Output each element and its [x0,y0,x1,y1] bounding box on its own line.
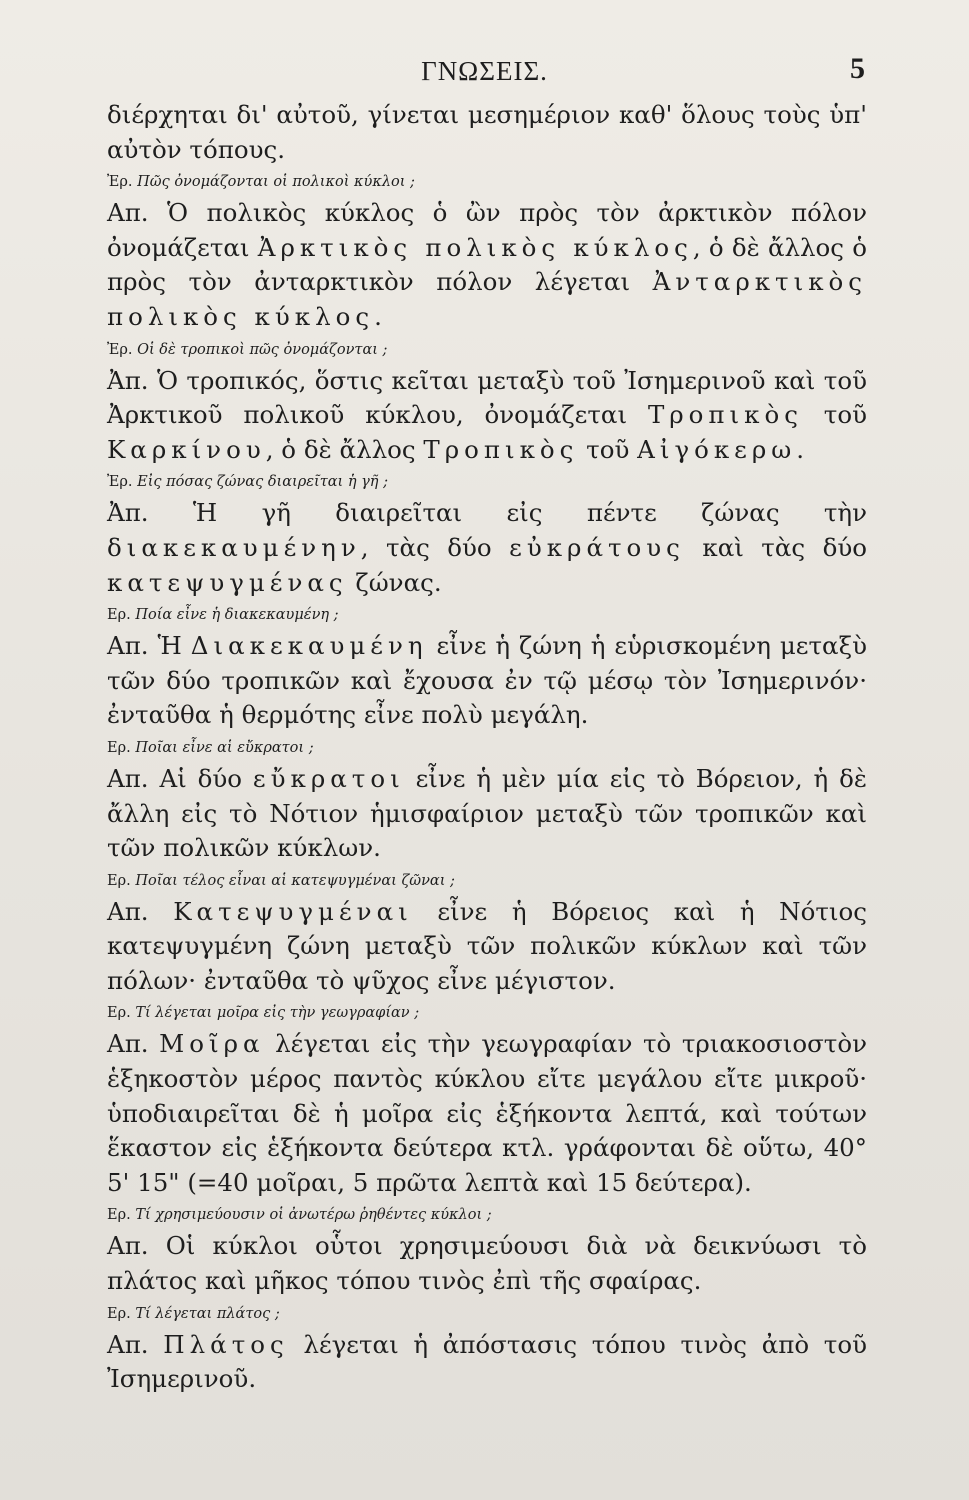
question-text: Ποῖαι εἶνε αἱ εὔκρατοι ; [135,739,314,756]
answer-paragraph [107,629,867,733]
text-run: Απ. Ὁ πολικὸς κύκλος ὁ ὢν πρὸς τὸν ἀρκτικὸν πόλον ὀνομάζεται [107,198,867,262]
spaced-term: Τροπικὸς [423,434,579,464]
text-run: , τὰς δύο [360,532,510,562]
answer-paragraph [107,1328,867,1397]
text-run: εἶνε ἡ ζώνη ἡ εὑρισκομένη μεταξὺ τῶν δύο τροπικῶν καὶ ἔχουσα ἐν τῷ μέσῳ τὸν Ἰσημερινόν· ἐνταῦθα ἡ θερμότης εἶνε πολὺ μεγάλη. [107,631,867,730]
text-run: διέρχηται δι' αὐτοῦ, γίνεται μεσημέριον καθ' ὅλους τοὺς ὑπ' αὐτὸν τόπους. [107,100,867,164]
text-run: εἶνε ἡ Βόρειος καὶ ἡ Νότιος κατεψυγμένη ζώνη μεταξὺ τῶν πολικῶν κύκλων καὶ τῶν πόλων· ἐνταῦθα τὸ ψῦχος εἶνε μέγιστον. [107,896,867,995]
question-marker: Ἐρ. [107,341,133,358]
question-line [107,1302,867,1326]
text-run: Απ. Αἱ δύο [107,763,253,793]
text-run: καὶ τὰς δύο [684,532,867,562]
question-text: Πῶς ὀνομάζονται οἱ πολικοὶ κύκλοι ; [137,174,415,191]
question-marker: Ἐρ. [107,474,133,491]
question-text: Ποῖαι τέλος εἶναι αἱ κατεψυγμέναι ζῶναι ; [135,872,455,889]
spaced-term: Πλάτος [163,1329,289,1359]
question-marker: Ερ. [107,1005,131,1022]
spaced-term: εὐκράτους [509,532,685,562]
text-run: Ἀπ. Ὁ τροπικός, ὅστις κεῖται μεταξὺ τοῦ Ἰσημερινοῦ καὶ τοῦ Ἀρκτικοῦ πολικοῦ κύκλου, ὀνομάζεται [107,365,867,430]
answer-paragraph [107,895,867,999]
spaced-term: Ἀνταρκτικὸς πολικὸς κύκλος [107,267,867,331]
spaced-term: εὔκρατοι [252,763,405,793]
question-text: Οἱ δὲ τροπικοὶ πῶς ὀνομάζονται ; [137,341,388,358]
text-run: Ἀπ. Ἡ γῆ διαιρεῖται εἰς πέντε ζώνας τὴν [107,498,867,528]
question-text: Τί χρησιμεύουσιν οἱ ἀνωτέρω ῥηθέντες κύκλοι ; [135,1207,492,1224]
spaced-term: Τροπικὸς [647,400,803,430]
spaced-term: Ἀρκτικὸς πολικὸς κύκλος [257,232,693,262]
text-run: , ὁ δὲ ἄλλος [265,434,424,464]
spaced-term: Μοῖρα [159,1029,265,1059]
question-line [107,338,867,362]
question-text: Ποία εἶνε ἡ διακεκαυμένη ; [135,607,339,624]
text-run: τοῦ [578,434,638,464]
text-run: Απ. [107,1329,164,1359]
text-run: ζώνας. [347,567,442,597]
question-marker: Ερ. [107,1207,131,1224]
spaced-term: διακεκαυμένην [107,532,361,562]
spaced-term: Κατεψυγμέναι [173,896,413,926]
answer-paragraph [107,98,867,167]
answer-paragraph [107,364,867,468]
spaced-term: Διακεκαυμένη [190,631,428,661]
text-run: . [374,301,382,331]
spaced-term: Καρκίνου [107,434,266,464]
question-line [107,170,867,194]
answer-paragraph [107,1027,867,1200]
running-title: ΓΝΩΣΕΙΣ. [421,56,548,86]
text-run: λέγεται εἰς τὴν γεωγραφίαν τὸ τριακοσιοστὸν ἑξηκοστὸν μέρος παντὸς κύκλου εἴτε μεγάλου εἴτε μικροῦ· ὑποδιαιρεῖται δὲ ἡ μοῖρα εἰς ἑξήκοντα λεπτά, καὶ τούτων ἕκαστον εἰς ἑξήκοντα δεύτερα κτλ. γράφονται δὲ οὕτω, 40° 5' 15" (=40 μοῖραι, 5 πρῶτα λεπτὰ καὶ 15 δεύτερα). [107,1029,868,1197]
question-text: Τί λέγεται μοῖρα εἰς τὴν γεωγραφίαν ; [135,1005,420,1022]
question-line [107,869,867,893]
question-marker: Ἐρ. [107,174,133,191]
text-run: Απ. Ἡ [107,631,191,661]
text-run: τοῦ [802,400,867,430]
answer-paragraph [107,762,867,866]
answer-paragraph [107,196,867,334]
question-marker: Ερ. [107,1305,131,1322]
text-run: Απ. Οἱ κύκλοι οὗτοι χρησιμεύουσι διὰ νὰ δεικνύωσι τὸ πλάτος καὶ μῆκος τόπου τινὸς ἐπὶ τῆς σφαίρας. [107,1231,867,1296]
spaced-term: κατεψυγμένας [107,567,348,597]
text-run: Απ. [107,1029,160,1059]
text-run: Απ. [107,896,174,926]
question-marker: Ερ. [107,739,131,756]
text-run: λέγεται ἡ ἀπόστασις τόπου τινὸς ἀπὸ τοῦ Ἰσημερινοῦ. [107,1329,867,1394]
question-line [107,470,867,494]
answer-paragraph [107,1229,867,1298]
answer-paragraph [107,496,867,600]
text-run: . [796,434,805,464]
question-text: Τί λέγεται πλάτος ; [135,1305,280,1322]
question-marker: Ερ. [107,872,131,889]
question-line [107,1001,867,1025]
spaced-term: Αἰγόκερω [637,434,797,464]
text-run: εἶνε ἡ μὲν μία εἰς τὸ Βόρειον, ἡ δὲ ἄλλη εἰς τὸ Νότιον ἡμισφαίριον μεταξὺ τῶν τροπικῶν καὶ τῶν πολικῶν κύκλων. [107,763,867,863]
question-text: Εἰς πόσας ζώνας διαιρεῖται ἡ γῆ ; [137,474,388,491]
question-marker: Ερ. [107,607,131,624]
page-header [0,48,969,88]
question-line [107,736,867,760]
question-line [107,1203,867,1227]
page-number: 5 [850,52,865,85]
text-run: , ὁ δὲ ἄλλος ὁ πρὸς τὸν ἀνταρκτικὸν πόλον λέγεται [107,232,868,297]
body-text [107,98,867,1397]
question-line [107,603,867,627]
